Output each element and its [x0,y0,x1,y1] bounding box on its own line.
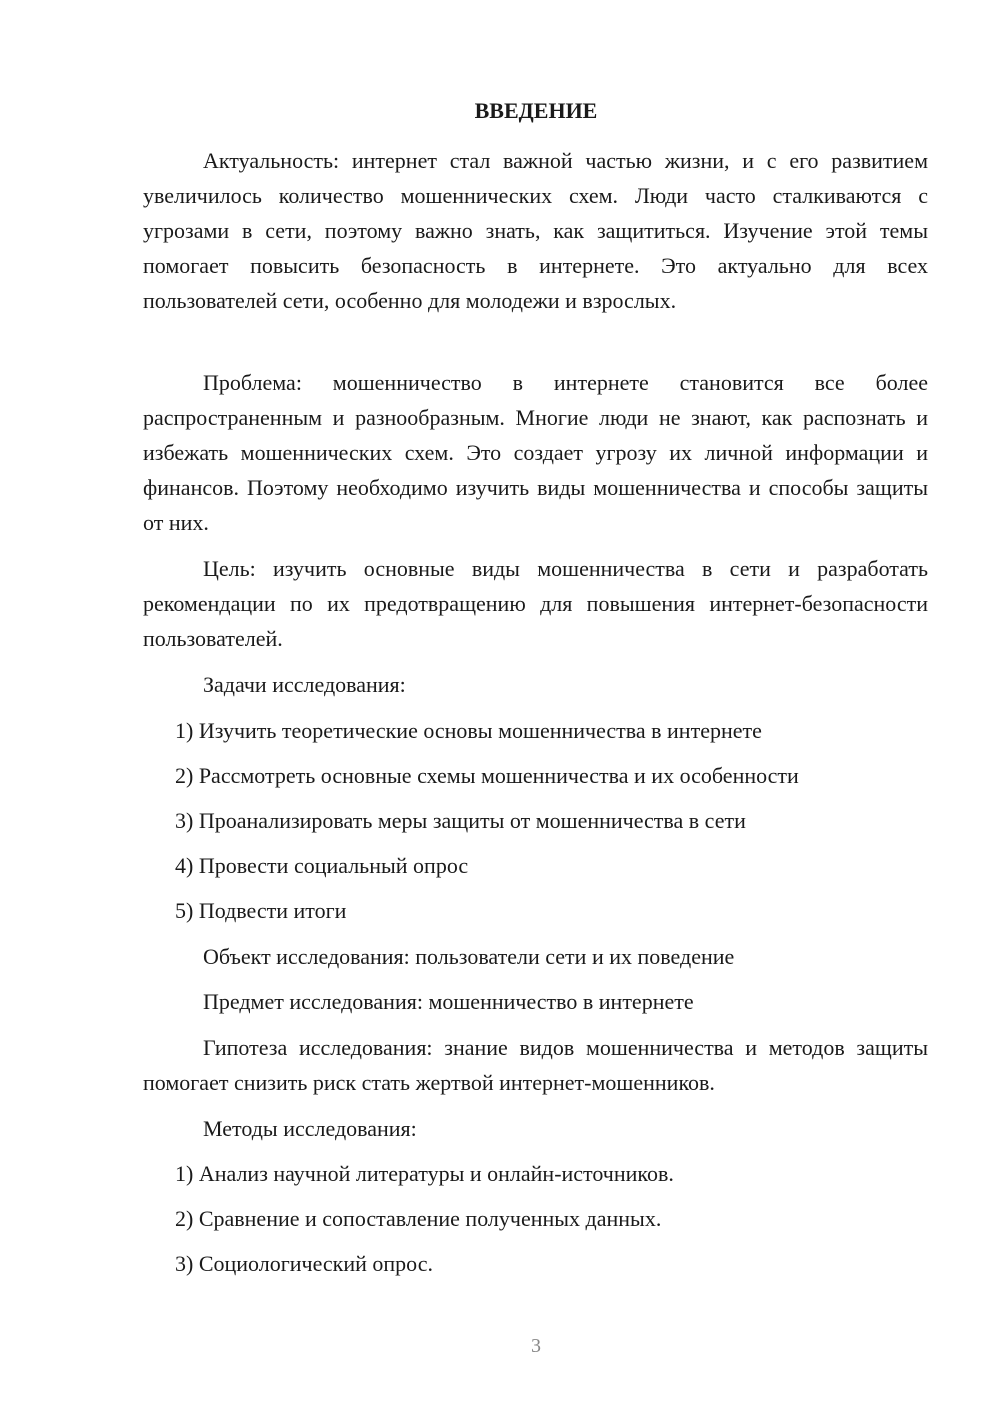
paragraph-goal: Цель: изучить основные виды мошенничества в сети и разработать рекомендации по их предотвращению для повышения интернет-безопасности пользователей. [143,556,928,651]
list-item: 1) Анализ научной литературы и онлайн-источников. [175,1161,674,1186]
paragraph-problem: Проблема: мошенничество в интернете становится все более распространенным и разнообразным. Многие люди не знают, как распознать и избежать мошеннических схем. Это создает угрозу их личной информации и финансов. Поэтому необходимо изучить виды мошенничества и способы защиты от них. [143,370,928,535]
list-item: 4) Провести социальный опрос [175,853,469,878]
paragraph-subject: Предмет исследования: мошенничество в интернете [203,989,694,1014]
paragraph-hypothesis: Гипотеза исследования: знание видов мошенничества и методов защиты помогает снизить риск стать жертвой интернет-мошенников. [143,1035,928,1095]
methods-heading: Методы исследования: [203,1116,417,1141]
list-item: 3) Социологический опрос. [175,1251,433,1276]
list-item: 5) Подвести итоги [175,898,347,923]
list-item: 3) Проанализировать меры защиты от мошенничества в сети [175,808,746,833]
list-item: 1) Изучить теоретические основы мошенничества в интернете [175,718,762,743]
paragraph-relevance: Актуальность: интернет стал важной частью жизни, и с его развитием увеличилось количество мошеннических схем. Люди часто сталкиваются с угрозами в сети, поэтому важно знать, как защититься. Изучение этой темы помогает повысить безопасность в интернете. Это актуально для всех пользователей сети, особенно для молодежи и взрослых. [143,148,928,313]
list-item: 2) Рассмотреть основные схемы мошенничества и их особенности [175,763,799,788]
page-number: 3 [531,1335,541,1357]
tasks-heading: Задачи исследования: [203,672,406,697]
list-item: 2) Сравнение и сопоставление полученных данных. [175,1206,662,1231]
paragraph-object: Объект исследования: пользователи сети и их поведение [203,944,735,969]
page-title: ВВЕДЕНИЕ [474,98,598,123]
